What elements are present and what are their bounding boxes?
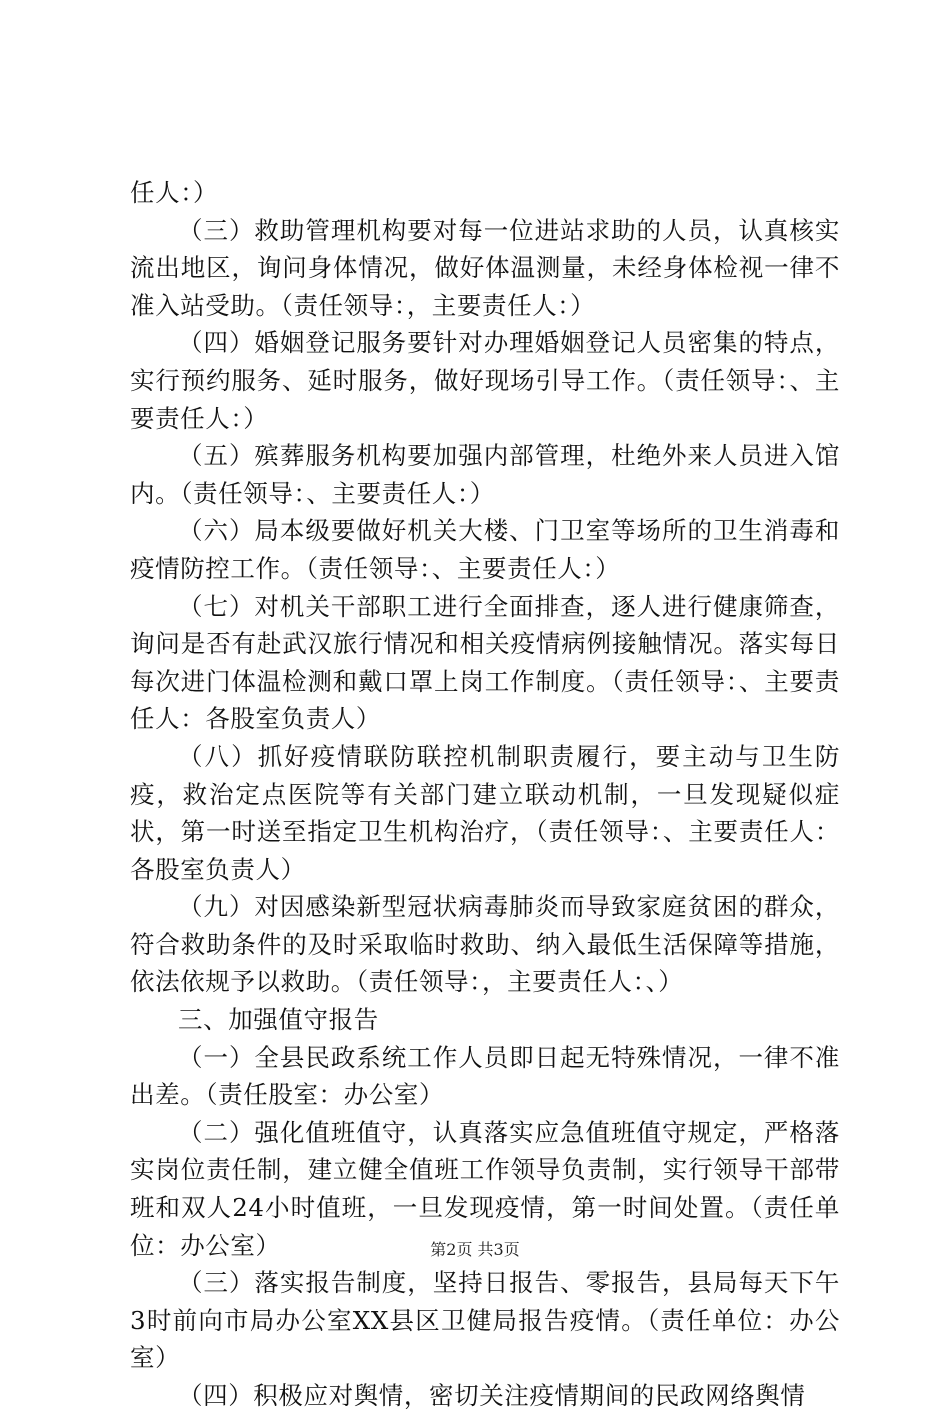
paragraph: （二）强化值班值守，认真落实应急值班值守规定，严格落实岗位责任制，建立健全值班工作领导负责制，实行领导干部带班和双人24小时值班，一旦发现疫情，第一时间处置。（责任单位：办公室） [130,1117,840,1260]
paragraph: （四）积极应对舆情，密切关注疫情期间的民政网络舆情 [178,1381,806,1410]
paragraph: （九）对因感染新型冠状病毒肺炎而导致家庭贫困的群众，符合救助条件的及时采取临时救助、纳入最低生活保障等措施，依法依规予以救助。（责任领导：，主要责任人：、） [130,892,840,997]
paragraph: （四）婚姻登记服务要针对办理婚姻登记人员密集的特点，实行预约服务、延时服务，做好现场引导工作。（责任领导：、主要责任人：） [130,328,840,433]
section-heading: 三、加强值守报告 [178,1005,379,1035]
paragraph: 任人：） [130,178,219,207]
paragraph: （三）落实报告制度，坚持日报告、零报告，县局每天下午3时前向市局办公室XX县区卫健局报告疫情。（责任单位：办公室） [130,1268,840,1373]
paragraph: （六）局本级要做好机关大楼、门卫室等场所的卫生消毒和疫情防控工作。（责任领导：、主要责任人：） [130,516,840,583]
paragraph: （五）殡葬服务机构要加强内部管理，杜绝外来人员进入馆内。（责任领导：、主要责任人：） [130,441,840,508]
paragraph: （七）对机关干部职工进行全面排查，逐人进行健康筛查，询问是否有赴武汉旅行情况和相关疫情病例接触情况。落实每日每次进门体温检测和戴口罩上岗工作制度。（责任领导：、主要责任人：各股室负责人） [130,591,840,734]
paragraph: （一）全县民政系统工作人员即日起无特殊情况，一律不准出差。（责任股室：办公室） [130,1042,840,1110]
paragraph: （八）抓好疫情联防联控机制职责履行，要主动与卫生防疫，救治定点医院等有关部门建立联动机制，一旦发现疑似症状，第一时送至指定卫生机构治疗，（责任领导：、主要责任人：各股室负责人） [130,741,840,884]
document-body [130,174,840,1415]
page-footer: 第2页 共3页 [430,1240,520,1259]
paragraph: （三）救助管理机构要对每一位进站求助的人员，认真核实流出地区，询问身体情况，做好体温测量，未经身体检视一律不准入站受助。（责任领导：，主要责任人：） [130,215,840,320]
